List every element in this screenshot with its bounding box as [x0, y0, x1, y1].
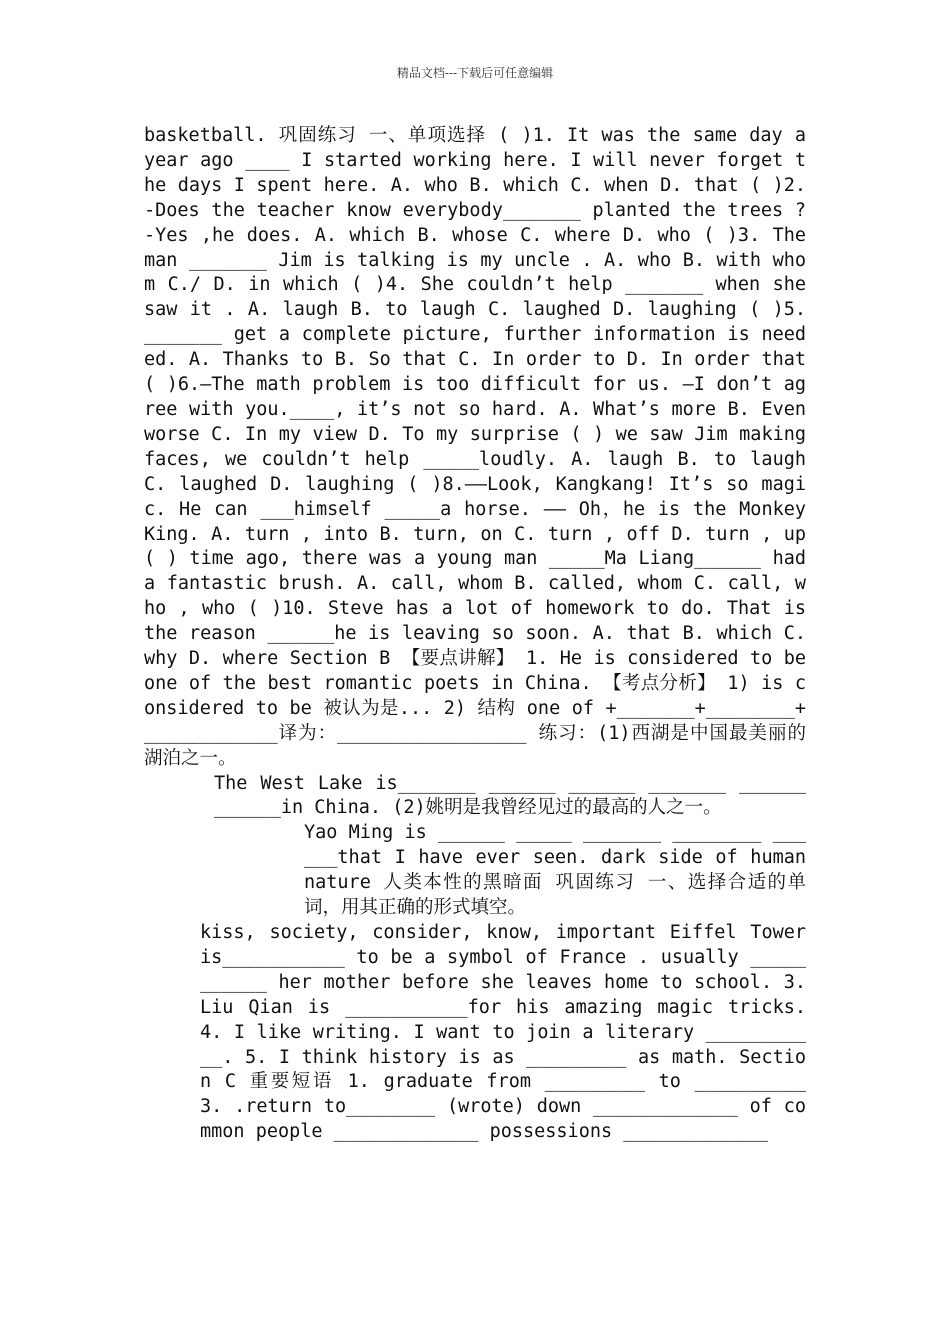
paragraph-yao-ming: Yao Ming is ______ _____ _______ ________ ______that I have ever seen. dark side of human nature 人类本性的黑暗面 巩固练习 一、选择合适的单词，用其正确的形式填空。 — [304, 822, 806, 919]
document-body — [144, 124, 806, 1145]
paragraph-word-fill: kiss, society, consider, know, important Eiffel Tower is___________ to be a symbol of France . usually ___________ her mother before she leaves home to school. 3. Liu Qian is ___________for his amazing magic tricks. 4. I like writing. I want to join a literary ___________. 5. I think history is as _________ as math. Section C 重要短语 1. graduate from _________ to __________ 3. .return to________ (wrote) down _____________ of common people _____________ possessions _____________ — [200, 922, 806, 1143]
page-header: 精品文档---下载后可任意编辑 — [396, 66, 554, 80]
paragraph-exercises: basketball. 巩固练习 一、单项选择 ( )1. It was the same day a year ago ____ I started working here. I will never forget the days I spent here. A. who B. which C. when D. that ( )2. -Does the teacher know everybody_______ planted the trees ? -Yes ,he does. A. which B. whose C. where D. who ( )3. The man _______ Jim is talking is my uncle . A. who B. with whom C./ D. in which ( )4. She couldn’t help _______ when she saw it . A. laugh B. to laugh C. laughed D. laughing ( )5. _______ get a complete picture, further information is needed. A. Thanks to B. So that C. In order to D. In order that ( )6.—The math problem is too difficult for us. —I don’t agree with you.____, it’s not so hard. A. What’s more B. Even worse C. In my view D. To my surprise ( ) we saw Jim making faces, we couldn’t help _____loudly. A. laugh B. to laugh C. laughed D. laughing ( )8.——Look, Kangkang! It’s so magic. He can ___himself _____a horse. —— Oh，he is the Monkey King. A. turn , into B. turn, on C. turn , off D. turn , up ( ) time ago, there was a young man _____Ma Liang______ had a fantastic brush. A. call, whom B. called, whom C. call, who , who ( )10. Steve has a lot of homework to do. That is the reason ______he is leaving so soon. A. that B. which C. why D. where Section B 【要点讲解】 1. He is considered to be one of the best romantic poets in China. 【考点分析】 1) is considered to be 被认为是... 2) 结构 one of +_______+________+____________译为：_________________ 练习：(1)西湖是中国最美丽的湖泊之一。 — [144, 125, 806, 769]
paragraph-west-lake: The West Lake is_______ ______ ______ _______ ______ ______in China. (2)姚明是我曾经见过的最高的人之一。 — [214, 772, 806, 819]
